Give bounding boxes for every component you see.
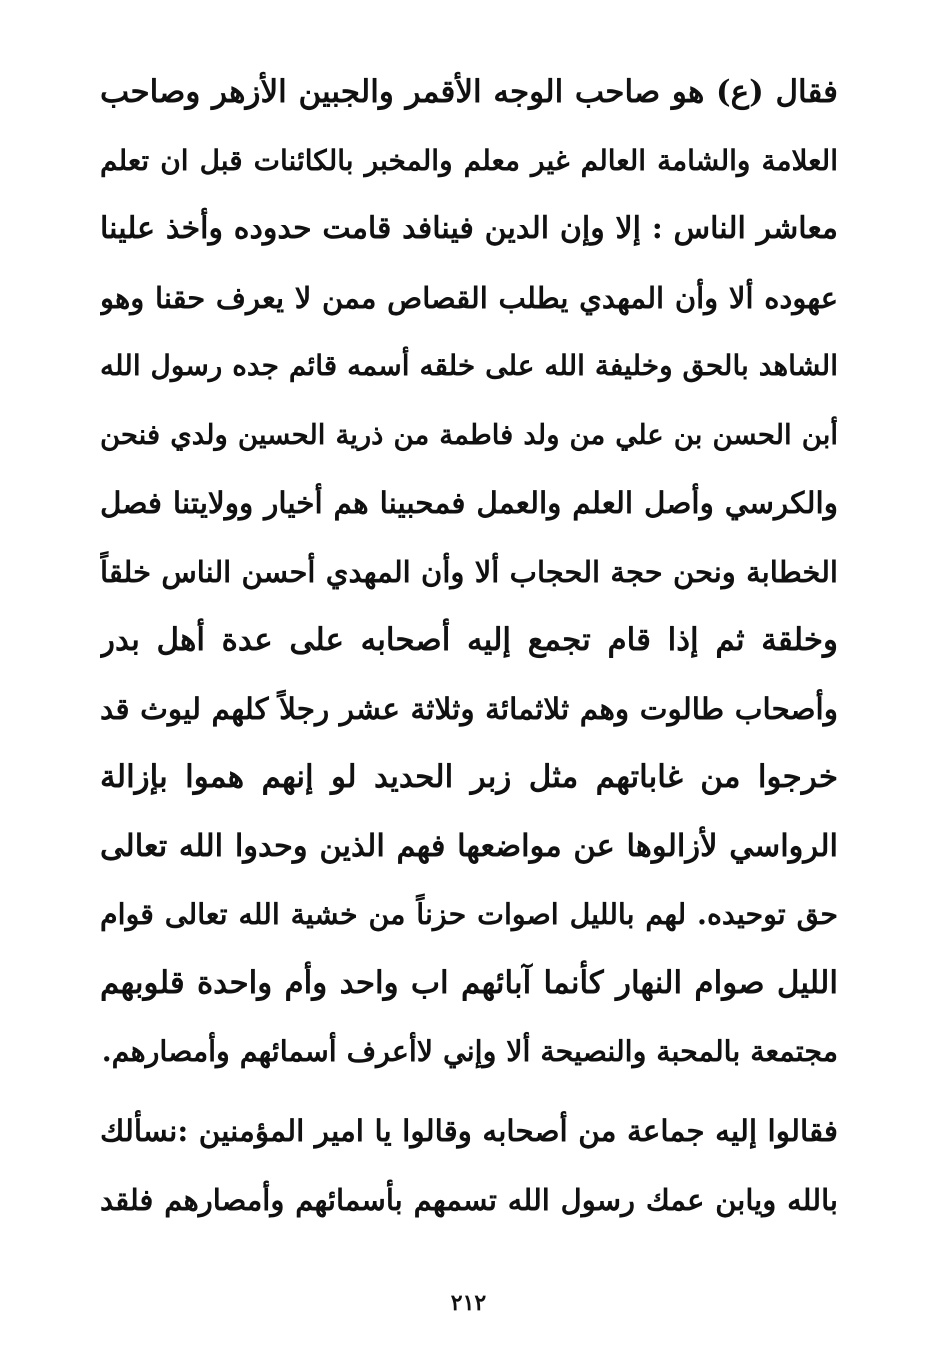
- paragraph-1: [100, 58, 838, 1086]
- text-line: وأصحاب طالوت وهم ثلاثمائة وثلاثة عشر رجلاً كلهم ليوث قد: [100, 690, 838, 726]
- text-line: فقالوا إليه جماعة من أصحابه وقالوا يا امير المؤمنين :نسألك: [100, 1113, 838, 1148]
- text-line: مجتمعة بالمحبة والنصيحة ألا وإني لاأعرف أسمائهم وأمصارهم.: [101, 1034, 838, 1068]
- text-line: خرجوا من غاباتهم مثل زبر الحديد لو إنهم هموا بإزالة: [100, 759, 838, 795]
- text-line: عهوده ألا وأن المهدي يطلب القصاص ممن لا يعرف حقنا وهو: [100, 280, 838, 315]
- text-line: أبن الحسن بن علي من ولد فاطمة من ذرية الحسين ولدي فنحن: [100, 418, 838, 451]
- page-number: ٢١٢: [450, 1290, 487, 1316]
- text-line: بالله ويابن عمك رسول الله تسمهم بأسمائهم وأمصارهم فلقد: [100, 1182, 838, 1217]
- text-line: الشاهد بالحق وخليفة الله على خلقه أسمه قائم جده رسول الله: [100, 349, 838, 382]
- text-line: العلامة والشامة العالم غير معلم والمخبر بالكائنات قبل ان تعلم: [100, 143, 838, 177]
- text-line: فقال (ع) هو صاحب الوجه الأقمر والجبين الأزهر وصاحب: [100, 74, 838, 110]
- text-line: معاشر الناس : إلا وإن الدين فينافد قامت حدوده وأخذ علينا: [100, 211, 838, 246]
- text-line: الخطابة ونحن حجة الحجاب ألا وأن المهدي أحسن الناس خلقاً: [100, 554, 838, 589]
- text-line: وخلقة ثم إذا قام تجمع إليه أصحابه على عدة أهل بدر: [100, 622, 838, 658]
- text-line: حق توحيده. لهم بالليل اصوات حزناً من خشية الله تعالى قوام: [100, 897, 838, 931]
- text-line: الليل صوام النهار كأنما آبائهم اب واحد وأم واحدة قلوبهم: [100, 964, 838, 1001]
- text-line: الرواسي لأزالوها عن مواضعها فهم الذين وحدوا الله تعالى: [100, 827, 838, 864]
- text-line: والكرسي وأصل العلم والعمل فمحبينا هم أخيار وولايتنا فصل: [100, 485, 838, 520]
- paragraph-2: [100, 1097, 838, 1234]
